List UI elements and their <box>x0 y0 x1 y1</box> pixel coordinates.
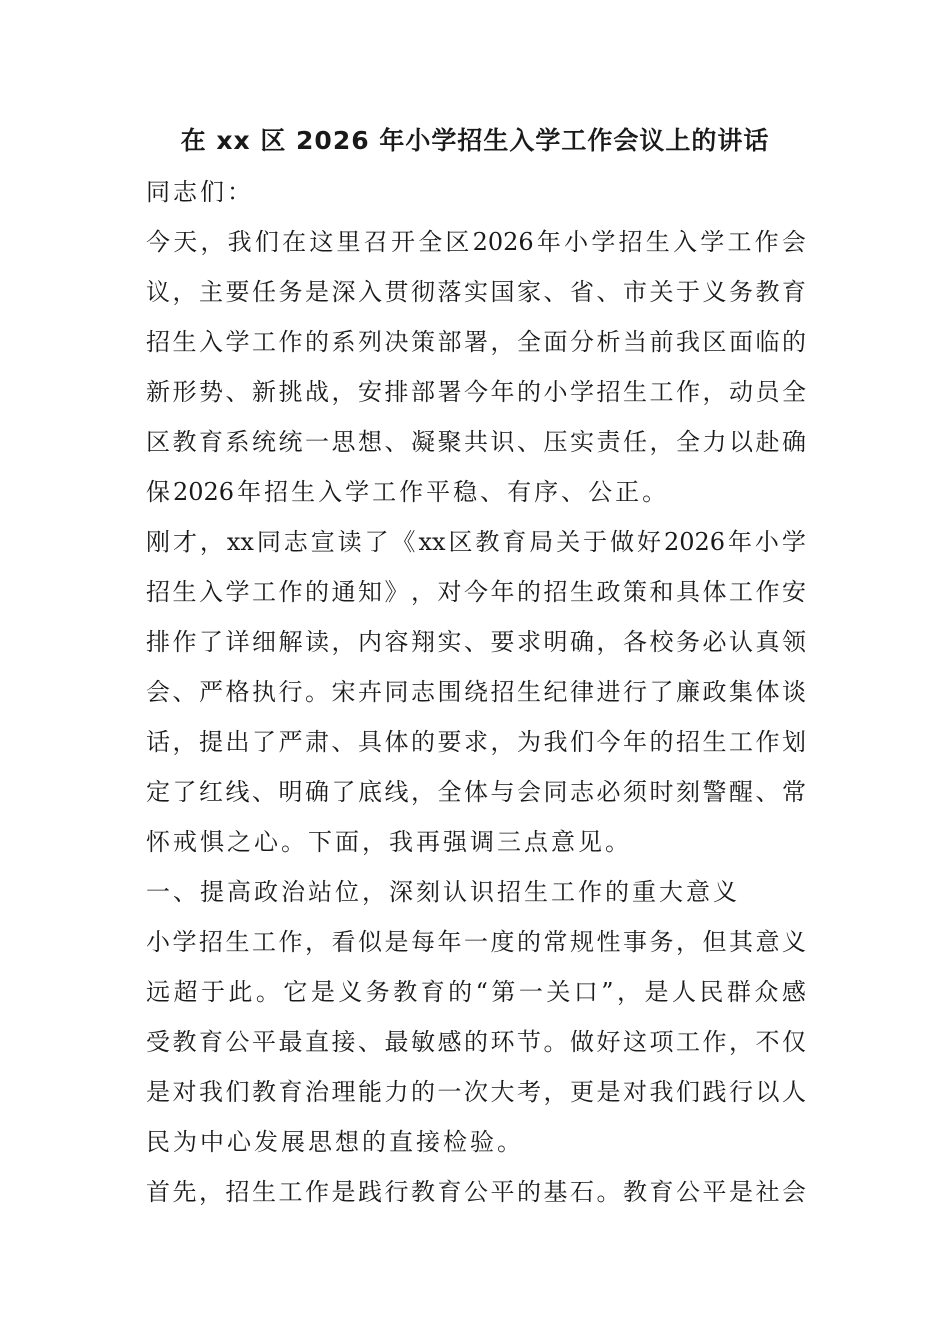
text-line: 是 对 我 们 教 育 治 理 能 力 的 一 次 大 考 ， 更 是 对 我 们 践 行 以 人 <box>146 1078 806 1106</box>
text-line: 定 了 红 线 、 明 确 了 底 线 ， 全 体 与 会 同 志 必 须 时 刻 警 醒 、 常 <box>146 778 806 806</box>
text-line: 保 2026 年 招 生 入 学 工 作 平 稳 、 有 序 、 公 正 。 <box>146 478 667 506</box>
text-line: 新 形 势 、 新 挑 战 ， 安 排 部 署 今 年 的 小 学 招 生 工 作 ， 动 员 全 <box>146 378 806 406</box>
text-line: 同 志 们 ： <box>146 178 251 206</box>
document-body <box>146 167 806 1217</box>
text-line: 怀 戒 惧 之 心 。 下 面 ， 我 再 强 调 三 点 意 见 。 <box>146 828 629 856</box>
text-line: 民 为 中 心 发 展 思 想 的 直 接 检 验 。 <box>146 1128 521 1156</box>
text-line: 刚 才 ， xx 同 志 宣 读 了 《 xx 区 教 育 局 关 于 做 好 2026 年 小 学 <box>146 528 806 556</box>
text-line: 远 超 于 此 。 它 是 义 务 教 育 的 “ 第 一 关 口 ” ， 是 人 民 群 众 感 <box>146 978 806 1006</box>
text-line: 招 生 入 学 工 作 的 通 知 》 ， 对 今 年 的 招 生 政 策 和 具 体 工 作 安 <box>146 578 806 606</box>
text-line: 话 ， 提 出 了 严 肃 、 具 体 的 要 求 ， 为 我 们 今 年 的 招 生 工 作 划 <box>146 728 806 756</box>
text-line: 小 学 招 生 工 作 ， 看 似 是 每 年 一 度 的 常 规 性 事 务 ， 但 其 意 义 <box>146 928 806 956</box>
text-line: 招 生 入 学 工 作 的 系 列 决 策 部 署 ， 全 面 分 析 当 前 我 区 面 临 的 <box>146 328 806 356</box>
document-title: 在 xx 区 2026 年小学招生入学工作会议上的讲话 <box>180 126 770 155</box>
text-line: 区 教 育 系 统 统 一 思 想 、 凝 聚 共 识 、 压 实 责 任 ， 全 力 以 赴 确 <box>146 428 806 456</box>
text-line: 会 、 严 格 执 行 。 宋 卉 同 志 围 绕 招 生 纪 律 进 行 了 廉 政 集 体 谈 <box>146 678 806 706</box>
text-line: 排 作 了 详 细 解 读 ， 内 容 翔 实 、 要 求 明 确 ， 各 校 务 必 认 真 领 <box>146 628 806 656</box>
text-line: 一 、 提 高 政 治 站 位 ， 深 刻 认 识 招 生 工 作 的 重 大 意 义 <box>146 878 737 906</box>
text-line: 受 教 育 公 平 最 直 接 、 最 敏 感 的 环 节 。 做 好 这 项 工 作 ， 不 仅 <box>146 1028 806 1056</box>
text-line: 首 先 ， 招 生 工 作 是 践 行 教 育 公 平 的 基 石 。 教 育 公 平 是 社 会 <box>146 1178 806 1206</box>
text-line: 今 天 ， 我 们 在 这 里 召 开 全 区 2026 年 小 学 招 生 入 学 工 作 会 <box>146 228 806 256</box>
text-line: 议 ， 主 要 任 务 是 深 入 贯 彻 落 实 国 家 、 省 、 市 关 于 义 务 教 育 <box>146 278 806 306</box>
